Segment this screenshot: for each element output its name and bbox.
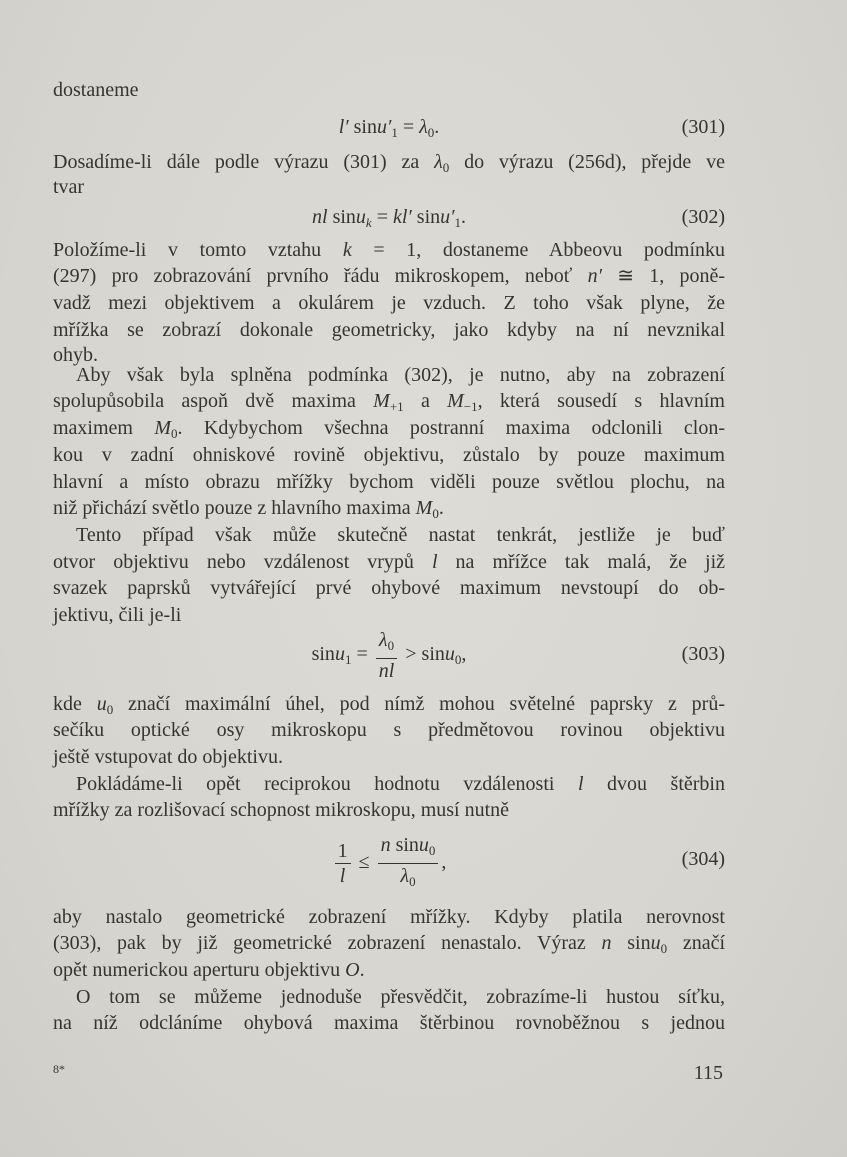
math-subscript: k (365, 215, 372, 230)
fraction-numerator (376, 628, 398, 659)
text-run: ≅ 1, poně- (601, 265, 725, 287)
text-line (53, 238, 725, 262)
text-run: kou v zadní ohniskové rovině objektivu, zůstalo by pouze maximum (53, 444, 725, 466)
text-line (53, 550, 725, 574)
text-run: opět numerickou aperturu objektivu (53, 959, 346, 981)
math-symbol: l (577, 773, 584, 795)
fraction (376, 628, 398, 683)
math-subscript: 0 (427, 125, 435, 140)
math-symbol: u (96, 693, 107, 715)
text-run: sin (611, 932, 651, 954)
text-run: . (359, 959, 365, 981)
math-symbol: nl (378, 660, 395, 682)
math-symbol: λ (378, 629, 388, 651)
math-subscript: 0 (106, 702, 114, 717)
text-line (53, 496, 725, 526)
text-run: ohyb. (53, 344, 98, 366)
text-run: Tento případ však může skutečně nastat tenkrát, jestliže je buď (76, 524, 725, 546)
text-run: 1 (337, 840, 348, 862)
math-symbol: O (345, 959, 360, 981)
text-run: Dosadíme-li dále podle výrazu (301) za (53, 151, 435, 173)
text-run: na mřížce tak malá, že již (437, 551, 726, 573)
text-line (53, 905, 725, 929)
text-run: do výrazu (256d), přejde ve (449, 151, 725, 173)
math-subscript: 1 (344, 652, 352, 668)
text-line (53, 692, 725, 716)
math-subscript: 0 (660, 941, 668, 956)
fraction-numerator (378, 833, 439, 864)
page-number: 115 (693, 1062, 723, 1084)
text-run: dostaneme (53, 79, 139, 101)
text-run: Položíme-li v tomto vztahu (53, 239, 343, 261)
text-line (53, 958, 725, 982)
text-line (53, 1011, 725, 1035)
text-run: svazek paprsků vytvářející prvé ohybové maximum nevstoupí do ob- (53, 577, 725, 599)
text-line (53, 523, 725, 547)
text-run: . (434, 116, 440, 138)
text-line (53, 470, 725, 494)
text-line (53, 78, 725, 102)
text-line (53, 603, 725, 627)
text-run: vadž mezi objektivem a okulárem je vzduch. Z toho však plyne, že (53, 292, 725, 314)
math-symbol: u′ (440, 206, 455, 228)
text-line (53, 150, 725, 174)
math-symbol: M (447, 390, 464, 412)
text-run: , (441, 851, 447, 874)
text-run: kde (53, 693, 97, 715)
text-run: (297) pro zobrazování prvního řádu mikroskopem, neboť (53, 265, 588, 287)
math-subscript: 0 (387, 638, 395, 653)
math-symbol: u (355, 206, 366, 228)
fraction (378, 833, 439, 894)
text-line (53, 798, 725, 822)
text-line (53, 416, 725, 440)
text-run: mřížka se zobrazí dokonale geometricky, jako kdyby na ní nevznikal (53, 319, 725, 341)
fraction-denominator (335, 864, 351, 888)
fraction (335, 839, 351, 888)
fraction-denominator (376, 659, 398, 683)
math-symbol: k (342, 239, 352, 261)
math-symbol: nl (312, 206, 328, 228)
text-line (53, 291, 725, 315)
fraction-numerator (335, 839, 351, 864)
text-run: otvor objektivu nebo vzdálenost vrypů (53, 551, 432, 573)
math-symbol: M (154, 417, 172, 439)
text-run: ještě vstupovat do objektivu. (53, 746, 283, 768)
text-line (53, 264, 725, 288)
text-run: maximem (53, 417, 155, 439)
text-run: . (438, 497, 444, 519)
text-run: sin (411, 206, 441, 228)
text-run: = (397, 116, 420, 138)
text-run: O tom se můžeme jednoduše přesvědčit, zobrazíme-li hustou síťku, (76, 986, 725, 1008)
math-subscript: 1 (391, 125, 398, 140)
equation (53, 116, 725, 141)
fraction-denominator (378, 864, 439, 894)
math-subscript: 0 (442, 160, 450, 175)
text-run: tvar (53, 176, 85, 198)
text-run: sin (311, 643, 335, 666)
math-symbol: u (418, 834, 429, 856)
text-run: hlavní a místo obrazu mřížky bychom viděli pouze světlou plochu, na (53, 471, 725, 493)
text-run: sin (390, 834, 419, 856)
text-run: mřížky za rozlišovací schopnost mikroskopu, musí nutně (53, 799, 510, 821)
text-run: , která sousedí s hlavním (477, 390, 725, 412)
text-line (53, 931, 725, 955)
math-symbol: n′ (587, 265, 602, 287)
text-run: dvou štěrbin (583, 773, 725, 795)
math-symbol: M (415, 497, 433, 519)
text-run: Aby však byla splněna podmínka (302), je nutno, aby na zobrazení (76, 364, 725, 386)
text-line (53, 389, 725, 413)
math-symbol: λ (400, 865, 410, 887)
text-run: Pokládáme-li opět reciprokou hodnotu vzdálenosti (76, 773, 578, 795)
text-run: jektivu, čili je-li (53, 604, 182, 626)
math-subscript: 0 (171, 426, 178, 441)
equation-number: (303) (681, 643, 725, 665)
text-line (53, 363, 725, 387)
math-symbol: l (431, 551, 438, 573)
math-subscript: 0 (432, 506, 439, 521)
text-run: . Kdybychom všechna postranní maxima odclonili clon- (177, 417, 725, 439)
math-subscript: −1 (463, 399, 478, 414)
text-run: = (371, 206, 393, 228)
text-run: spolupůsobila aspoň dvě maxima (53, 390, 374, 412)
text-run: , (461, 643, 467, 666)
text-line (53, 318, 725, 342)
text-line (53, 772, 725, 796)
equation-number: (302) (681, 206, 725, 228)
text-line (53, 718, 725, 742)
text-line (53, 576, 725, 600)
math-subscript: 1 (454, 215, 461, 230)
text-run: aby nastalo geometrické zobrazení mřížky. Kdyby platila nerovnost (53, 906, 725, 928)
math-symbol: l (339, 865, 346, 887)
text-run: sin (327, 206, 356, 228)
text-run: na níž odcláníme ohybová maxima štěrbinou rovnoběžnou s jednou (53, 1012, 725, 1034)
text-run: sin (348, 116, 377, 138)
equation (53, 833, 725, 894)
equation-number: (301) (681, 116, 725, 138)
text-line (53, 175, 725, 199)
math-symbol: u′ (376, 116, 392, 138)
math-subscript: 0 (454, 652, 462, 668)
text-run: (303), pak by již geometrické zobrazení nenastalo. Výraz (53, 932, 602, 954)
math-symbol: λ (419, 116, 428, 138)
text-run: = (351, 643, 373, 666)
text-run: . (461, 206, 466, 228)
text-line (53, 443, 725, 467)
math-subscript: 0 (409, 874, 416, 889)
equation-number: (304) (681, 848, 725, 870)
text-run: značí maximální úhel, pod nímž mohou světelné paprsky z prů- (113, 693, 725, 715)
math-symbol: n (380, 834, 391, 856)
equation (53, 206, 725, 231)
text-run: = 1, dostaneme Abbeovu podmínku (351, 239, 725, 261)
math-subscript: +1 (389, 399, 404, 414)
text-line (53, 745, 725, 769)
text-line (53, 985, 725, 1009)
math-symbol: u (334, 643, 345, 666)
equation (53, 628, 725, 683)
math-symbol: kl′ (392, 206, 412, 228)
math-symbol: l′ (338, 116, 349, 138)
math-symbol: M (373, 390, 390, 412)
signature-mark: 8* (53, 1062, 65, 1076)
text-run: niž přichází světlo pouze z hlavního maxima (53, 497, 416, 519)
text-run: sečíku optické osy mikroskopu s předmětovou rovinou objektivu (53, 719, 725, 741)
text-run: ≤ (353, 851, 375, 874)
math-symbol: n (601, 932, 612, 954)
text-run: a (403, 390, 448, 412)
text-run: > sin (400, 643, 445, 666)
math-symbol: u (650, 932, 661, 954)
math-subscript: 0 (428, 843, 436, 858)
math-symbol: λ (434, 151, 443, 173)
math-symbol: u (444, 643, 455, 666)
text-run: značí (667, 932, 725, 954)
